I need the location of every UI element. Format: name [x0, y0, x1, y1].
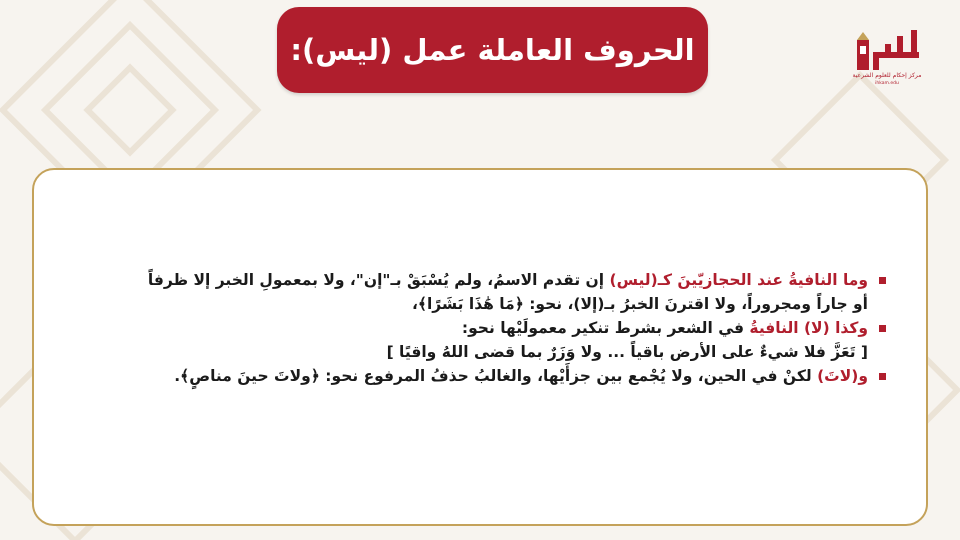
logo-mark-icon: [853, 28, 923, 72]
item-text: لكنْ في الحين، ولا يُجْمع بين جزأَيْها، والغالبُ حذفُ المرفوع نحو: ﴿ولاتَ حينَ مناصٍ﴾.: [174, 367, 818, 385]
item-line-2: [ تَعَزَّ فلا شيءٌ على الأرض باقياً ... ولا وَزَرٌ بما قضى اللهُ واقيًا ]: [386, 343, 868, 361]
item-line-2: أو جاراً ومجروراً، ولا اقترنَ الخبرُ بـ(إلا)، نحو: ﴿مَا هَٰذَا بَشَرًا﴾،: [411, 295, 868, 313]
item-highlight: وما النافيةُ عند الحجازيّينَ كـ(ليس): [609, 271, 868, 289]
logo: [847, 28, 927, 90]
item-text: إن تقدم الاسمُ، ولم يُسْبَقْ بـ"إن"، ولا بمعمولِ الخبر إلا ظرفاً: [147, 271, 610, 289]
content-list: [58, 268, 888, 388]
title-banner: [277, 7, 708, 93]
logo-contact: ihkam.edu: [875, 81, 899, 86]
item-line: [58, 316, 868, 340]
list-item: [58, 316, 888, 364]
item-text: في الشعر بشرط تنكير معمولَيْها نحو:: [461, 319, 750, 337]
item-line: [58, 364, 868, 388]
bullet-icon: [879, 373, 886, 380]
page-title: الحروف العاملة عمل (ليس):: [290, 33, 695, 67]
item-line: [58, 268, 868, 292]
bullet-icon: [879, 277, 886, 284]
bullet-icon: [879, 325, 886, 332]
content-panel: [32, 168, 928, 526]
logo-tagline: مركز إحكام للعلوم الشرعية: [852, 72, 922, 79]
list-item: [58, 364, 888, 388]
item-highlight: وكذا (لا) النافيةُ: [749, 319, 868, 337]
list-item: [58, 268, 888, 316]
item-highlight: و(لاتَ): [817, 367, 868, 385]
